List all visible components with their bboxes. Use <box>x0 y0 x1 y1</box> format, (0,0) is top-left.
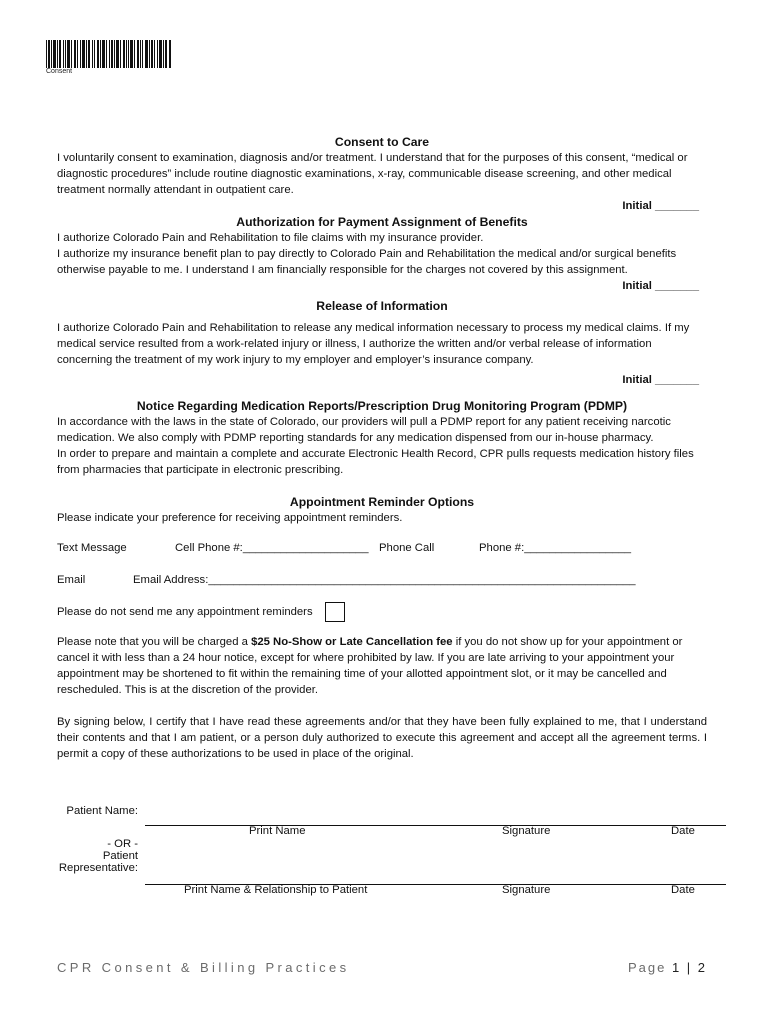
no-reminders-checkbox[interactable] <box>325 602 345 622</box>
print-name-relationship-caption: Print Name & Relationship to Patient <box>184 884 368 896</box>
representative-label: Representative: <box>58 862 138 874</box>
signature-caption: Signature <box>502 825 551 837</box>
payment-assignment-text-1: I authorize Colorado Pain and Rehabilitation to file claims with my insurance provider. <box>57 232 484 244</box>
form-body <box>57 134 707 762</box>
consent-to-care-heading: Consent to Care <box>334 135 430 149</box>
no-show-fee: $25 No-Show or Late Cancellation fee <box>251 636 453 648</box>
pdmp-text-1: In accordance with the laws in the state of Colorado, our providers will pull a PDMP report for any patient receiving narcotic medication. We also comply with PDMP reporting standards for any medication dispensed from our in-house pharmacy. <box>57 416 671 444</box>
consent-to-care-text: I voluntarily consent to examination, diagnosis and/or treatment. I understand that for the purposes of this consent, “medical or diagnostic procedures” include routine diagnostic examinations, x-ray, communicable disease screening, and other medical treatment normally attendant in outpatient care. <box>57 152 688 196</box>
patient-name-label: Patient Name: <box>66 805 138 817</box>
patient-signature-line[interactable] <box>145 825 726 826</box>
payment-assignment-heading: Authorization for Payment Assignment of Benefits <box>236 215 528 229</box>
reminders-heading: Appointment Reminder Options <box>289 495 475 509</box>
no-show-text-before: Please note that you will be charged a <box>57 636 252 648</box>
email-address-field[interactable]: Email Address:____________________________________________________________________ <box>133 574 636 586</box>
no-show-policy <box>57 634 707 698</box>
no-reminders-row <box>57 604 707 620</box>
barcode-caption: Consent <box>46 68 73 75</box>
release-info-heading: Release of Information <box>316 299 448 313</box>
text-message-row <box>57 540 707 556</box>
cell-phone-field[interactable]: Cell Phone #:____________________ <box>175 542 369 554</box>
barcode-icon <box>46 40 171 68</box>
certification-text: By signing below, I certify that I have read these agreements and/or that they have been fully explained to me, that I understand their contents and that I am patient, or a person duly authorized to execute this agreement and accept all the agreement terms. I permit a copy of these authorizations to be used in place of the original. <box>57 716 707 760</box>
payment-initial-field[interactable]: Initial _______ <box>622 280 699 292</box>
footer-title: CPR Consent & Billing Practices <box>57 960 350 975</box>
payment-assignment-text-2: I authorize my insurance benefit plan to pay directly to Colorado Pain and Rehabilitation the medical and/or surgical benefits otherwise payable to me. I understand I am financially responsible for the charges not covered by this assignment. <box>57 248 677 276</box>
reminders-intro: Please indicate your preference for receiving appointment reminders. <box>57 512 403 524</box>
print-name-caption: Print Name <box>249 825 306 837</box>
pdmp-heading: Notice Regarding Medication Reports/Prescription Drug Monitoring Program (PDMP) <box>136 399 628 413</box>
text-message-option[interactable]: Text Message <box>57 542 127 554</box>
page-number: 1 | 2 <box>671 960 707 975</box>
pdmp-text-2: In order to prepare and maintain a complete and accurate Electronic Health Record, CPR pulls requests medication history files from pharmacies that participate in electronic prescribing. <box>57 448 694 476</box>
email-option[interactable]: Email <box>57 574 86 586</box>
no-show-text-after: if you do not show up for your appointment or cancel it with less than a 24 hour notice, except for where prohibited by law. If you are late arriving to your appointment your appointment may be shortened to fit within the remaining time of your allotted appointment slot, or it may be cancelled and rescheduled. This is at the discretion of the provider. <box>57 636 683 696</box>
release-info-text: I authorize Colorado Pain and Rehabilitation to release any medical information necessary to process my medical claims. If my medical service resulted from a work-related injury or illness, I authorize the written and/or verbal release of information concerning the treatment of my work injury to my employer and employer’s insurance company. <box>57 322 690 366</box>
release-initial-field[interactable]: Initial _______ <box>622 374 699 386</box>
or-label: - OR - <box>107 838 138 850</box>
patient-label: Patient <box>102 850 138 862</box>
email-row <box>57 572 707 588</box>
page-label: Page <box>627 960 667 975</box>
phone-field[interactable]: Phone #:_________________ <box>479 542 632 554</box>
signature-caption-2: Signature <box>502 884 551 896</box>
consent-initial-field[interactable]: Initial _______ <box>622 200 699 212</box>
no-reminders-label: Please do not send me any appointment reminders <box>57 606 313 618</box>
page-indicator <box>628 960 707 975</box>
date-caption-2: Date <box>671 884 695 896</box>
date-caption: Date <box>671 825 695 837</box>
phone-call-option[interactable]: Phone Call <box>379 542 435 554</box>
